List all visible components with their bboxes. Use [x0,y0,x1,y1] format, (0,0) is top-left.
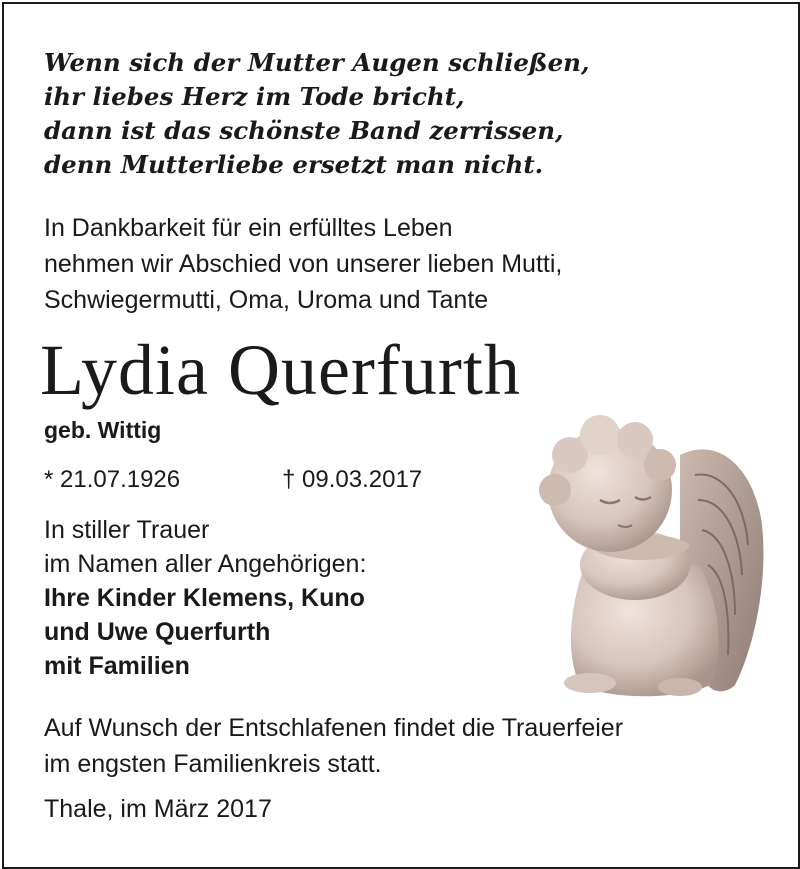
life-dates [44,464,423,496]
funeral-notice [44,710,764,782]
sleeping-angel-statue-icon [530,415,765,700]
intro-line: nehmen wir Abschied von unserer lieben Mutti, [44,250,563,278]
mourners-names: und Uwe Querfurth [44,618,271,646]
deceased-name: Lydia Querfurth [40,330,521,410]
poem-line: dann ist das schönste Band zerrissen, [44,116,564,145]
intro-text [44,210,744,318]
mourners-names: mit Familien [44,652,190,680]
intro-line: Schwiegermutti, Oma, Uroma und Tante [44,286,489,314]
death-date: † 09.03.2017 [282,466,423,493]
poem-line: ihr liebes Herz im Tode bricht, [44,82,465,111]
intro-line: In Dankbarkeit für ein erfülltes Leben [44,214,453,242]
poem [44,46,644,182]
mourners-line: In stiller Trauer [44,516,210,544]
place-date: Thale, im März 2017 [44,795,272,823]
birth-date: * 21.07.1926 [44,466,181,493]
poem-line: denn Mutterliebe ersetzt man nicht. [44,150,544,179]
poem-line: Wenn sich der Mutter Augen schließen, [44,48,590,77]
maiden-name: geb. Wittig [44,417,162,443]
funeral-line: Auf Wunsch der Entschlafenen findet die Trauerfeier [44,714,624,742]
mourners [44,513,504,683]
mourners-line: im Namen aller Angehörigen: [44,550,367,578]
funeral-line: im engsten Familienkreis statt. [44,750,382,778]
mourners-names: Ihre Kinder Klemens, Kuno [44,584,365,612]
